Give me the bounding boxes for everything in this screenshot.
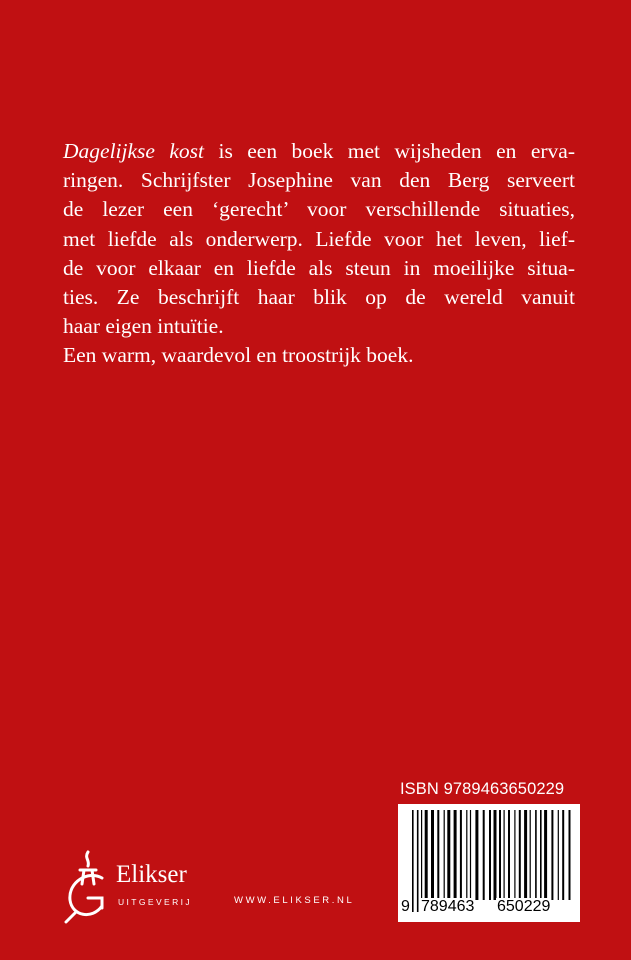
blurb-line-4: met liefde als onderwerp. Liefde voor het leven, lief- <box>63 226 575 251</box>
back-cover-blurb <box>63 137 575 371</box>
blurb-line-5: de voor elkaar en liefde als steun in moeilijke situa- <box>63 255 575 280</box>
barcode-bar <box>437 810 439 900</box>
barcode-bar <box>483 810 485 900</box>
isbn-barcode-block <box>398 780 580 922</box>
barcode-bar <box>569 810 571 900</box>
barcode-bar <box>412 810 414 912</box>
barcode-bar <box>431 810 434 900</box>
barcode-bar <box>562 810 564 900</box>
barcode-digit-group-2: 650229 <box>497 898 551 915</box>
barcode-bar <box>499 810 501 900</box>
barcode-bar <box>417 810 419 912</box>
barcode-bar <box>544 810 547 900</box>
barcode-bar <box>444 810 445 900</box>
book-title: Dagelijkse kost <box>63 139 205 163</box>
barcode-bar <box>470 810 471 900</box>
publisher-subtitle: UITGEVERIJ <box>118 897 193 907</box>
barcode-bar <box>466 810 467 900</box>
publisher-name: Elikser <box>116 861 187 888</box>
barcode-bar <box>551 810 553 900</box>
barcode-bar <box>535 810 537 912</box>
publisher-website[interactable]: WWW.ELIKSER.NL <box>234 895 355 906</box>
blurb-line-6: ties. Ze beschrijft haar blik op de wereld vanuit <box>63 285 575 310</box>
blurb-line-1-rest: is een boek met wijsheden en erva- <box>204 139 575 163</box>
barcode-digit-group-1: 789463 <box>421 898 475 915</box>
barcode-bar <box>530 810 531 900</box>
barcode-bar <box>558 810 559 900</box>
barcode-bar <box>475 810 478 900</box>
blurb-line-2: ringen. Schrijfster Josephine van den Berg serveert <box>63 168 575 193</box>
barcode-bar <box>460 810 462 900</box>
barcode-bar <box>504 810 505 900</box>
barcode-bar <box>425 810 428 900</box>
barcode-bar <box>447 810 450 900</box>
barcode-bar <box>524 810 527 900</box>
blurb-line-7: haar eigen intuïtie. <box>63 314 224 339</box>
blurb-line-3: de lezer een ‘gerecht’ voor verschillende situaties, <box>63 197 575 222</box>
blurb-line-1 <box>63 137 575 166</box>
isbn-label: ISBN 9789463650229 <box>400 780 565 798</box>
barcode-digit-first: 9 <box>401 898 410 915</box>
barcode-bar <box>421 810 422 900</box>
blurb-line-8: Een warm, waardevol en troostrijk boek. <box>63 343 414 368</box>
publisher-logo <box>58 848 228 924</box>
barcode-bar <box>508 810 510 900</box>
barcode <box>398 804 580 922</box>
barcode-bar <box>494 810 497 900</box>
publisher-emblem-icon <box>58 848 114 924</box>
barcode-bar <box>519 810 521 900</box>
barcode-bar <box>489 810 491 900</box>
barcode-bar <box>454 810 457 900</box>
barcode-bar <box>514 810 515 900</box>
barcode-digits <box>398 898 580 920</box>
barcode-bar <box>540 810 542 912</box>
